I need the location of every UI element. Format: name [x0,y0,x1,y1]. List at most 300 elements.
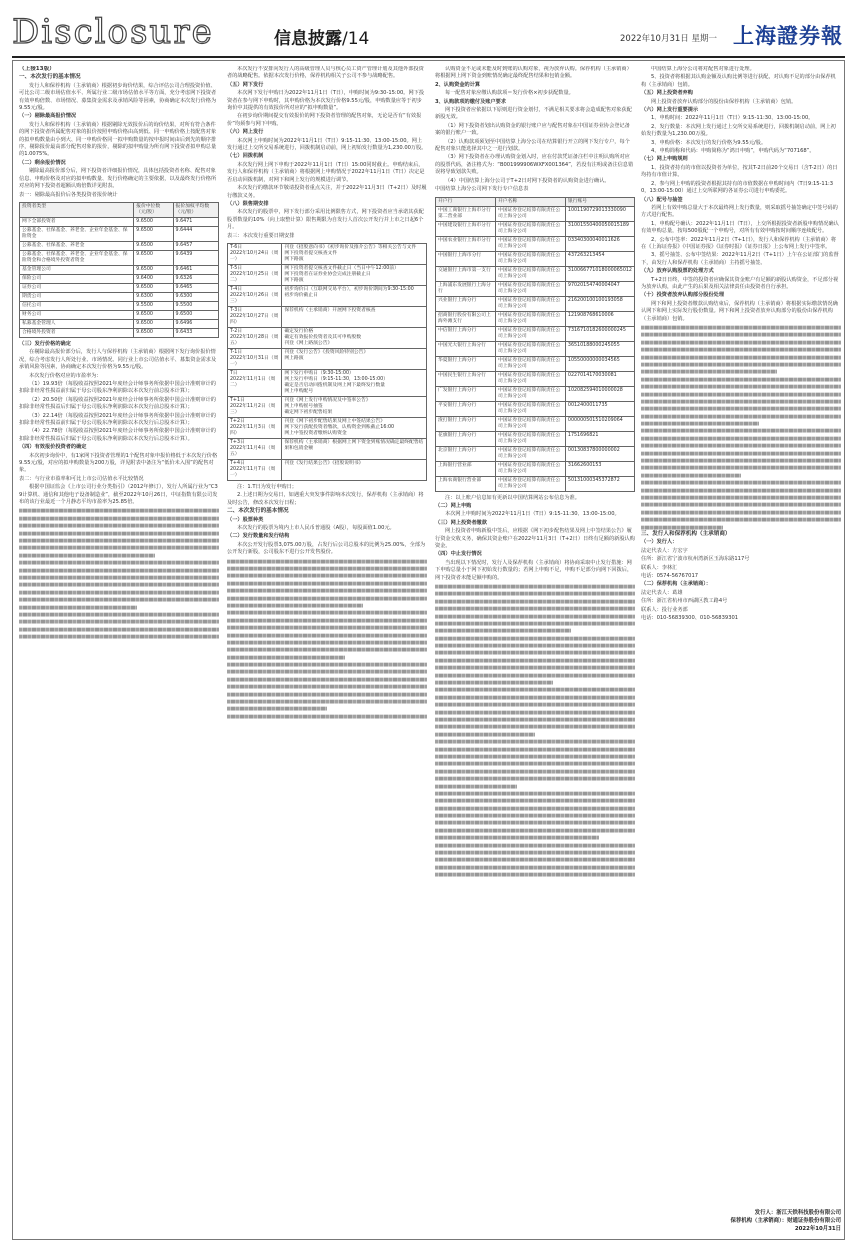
sponsor-contacts [641,590,841,623]
text-line [435,843,635,847]
bank-row [436,416,635,431]
paragraph: （2）20.50倍（每股收益按照2021年度经会计师事务所依据中国会计准则审计的扣除非经常性损益后归属于母公司股东净利润除以本次发行前总股本计算）； [19,396,216,411]
body-text-lines [19,507,219,640]
table-cell: 花旗银行上海分行 [436,431,496,446]
table-cell: 中国证券登记结算有限责任公司上海分公司 [495,281,565,296]
text-line [641,392,841,396]
paragraph: 本次网下发行申购日为2022年11月1日（T日），申购时间为9:30-15:00。网下投资者在参与网下申购时，其申购价格为本次发行价格9.55元/股，申购数量应等于初步询价中其提供的有效报价所对应的“拟申购数量”。 [227,90,425,112]
paragraph: 本次发行的股票为境内上市人民币普通股（A股），每股面值1.00元。 [237,524,395,531]
column-header: 报价加权平均数（元/股） [173,202,218,217]
heading: （三）发行价格的确定 [19,340,71,347]
text-line [435,710,635,714]
table-cell: 121908768610006 [565,311,634,326]
table-cell: 中国光大银行上海分行 [436,341,496,356]
text-line [641,326,841,330]
table-cell: 10550000000034565 [565,356,634,371]
contact-line: 住所：浙江省杭州市西湖区教工路4号 [641,598,728,605]
heading: （五）网下发行 [227,81,264,88]
text-line [641,451,841,455]
text-line [19,524,219,528]
contact-line: 电话：010-56839300、010-56839301 [641,615,739,621]
heading: （六）网上发行 [227,129,264,136]
heading: （八）配号与抽签 [641,196,683,203]
text-line [435,814,635,818]
heading: （十）投资者放弃认购部分股份处理 [641,292,725,299]
text-line [435,740,635,744]
text-line [641,503,841,507]
table-cell: 中国证券登记结算有限责任公司上海分公司 [495,206,565,221]
schedule-row [228,438,427,459]
paragraph: 认购资金不足或未能及时到账的认购对象，视为放弃认购。保荐机构（主承销商）将根据网上网下资金到账情况确定最终配售结果和包销金额。 [435,66,632,80]
text-line [19,546,219,550]
table-cell: 渣打银行上海分行 [436,416,496,431]
bank-account-table [435,197,635,492]
table-cell: 000000501510209064 [565,416,634,431]
table-cell: 50131000345372872 [565,476,634,491]
heading: 3、认购款项的缴付及账户要求 [435,98,507,105]
table-cell: T-4日 2022年10月26日（周三） [228,285,282,306]
text-line [19,516,219,520]
table-cell: 9.6300 [134,292,173,301]
table-cell: 刊登《发行结果公告》《招股说明书》 [282,459,427,480]
text-line [435,673,635,677]
column-header: 银行账号 [565,197,634,206]
contact-line: 联系人：投行业务部 [641,606,688,613]
table-row [20,250,219,265]
text-line [641,407,841,411]
table-cell: 216200100100193058 [565,296,634,311]
table-cell: 上海农商银行营业部 [436,476,496,491]
table-cell: 证券公司 [20,283,134,292]
body-text-lines [435,583,635,879]
table-cell: 中国证券登记结算有限责任公司上海分公司 [495,266,565,281]
table-cell: 9.6500 [134,226,173,241]
table-cell: 上海银行营业部 [436,461,496,476]
table-row [20,283,219,292]
text-line [227,574,427,578]
text-line [227,648,427,652]
paragraph: 当出现以下情况时，发行人及保荐机构（主承销商）将协商采取中止发行措施：网下申购总量小于网下初始发行数量的；若网上申购不足，申购不足部分向网下回拨后，网下投资者未能足额申购的。 [435,559,633,581]
paragraph: 本次网上申购时间为2022年11月1日（T日）9:15-11:30、13:00-15:00。 [445,511,620,518]
section-wordmark: Disclosure [12,12,214,52]
table-caption: 表三：本次发行重要日期安排 [227,232,295,239]
contact-line: 住所：浙江省宁波市杭州湾新区玉海东路117号 [641,556,750,563]
table-cell: 7316710182600000245 [565,326,634,341]
bank-row [436,371,635,386]
paragraph: 2、参与网上申购的投资者根据其持有的市值数据在申购时间内（T日9:15-11:30，13:00-15:00）通过上交所联网的各证券公司进行申购委托。 [641,180,834,195]
text-line [641,518,841,522]
table-cell: 招商银行股份有限公司上海外滩支行 [436,311,496,326]
bank-row [436,281,635,296]
text-line [435,629,571,633]
table-cell: 97020154740004047 [565,281,634,296]
table-cell: 期货公司 [20,292,134,301]
text-line [435,784,517,788]
contact-line: 电话：0574-56767017 [641,572,699,579]
table-cell: 9.6471 [173,217,218,226]
table-row [20,226,219,241]
text-line [641,473,741,477]
table-cell: 9.6461 [173,265,218,274]
table-note: 注：以上账户信息如有更新以中国结算网站公布信息为准。 [445,494,580,501]
text-line [227,589,427,593]
table-cell: 0227014170030081 [565,371,634,386]
paragraph: 中国结算上海分公司将对配售对象进行处理。 [651,66,755,72]
table-cell: 财务公司 [20,310,134,319]
text-line [19,635,219,639]
table-cell: 1001190729013330090 [565,206,634,221]
text-line [227,678,427,682]
text-line [435,792,635,796]
table-cell: T+1日 2022年11月2日（周三） [228,396,282,417]
text-line [435,836,599,840]
bank-row [436,266,635,281]
text-line [227,596,427,600]
column-1 [19,66,219,640]
paragraph: 网下和网上投资者缴款认购结束后，保荐机构（主承销商）将根据实际缴款情况确认网下和网上实际发行股份数量。网下和网上投资者放弃认购部分的股份由保荐机构（主承销商）包销。 [641,300,838,322]
heading: 一、本次发行的基本情况 [19,74,81,81]
heading: 三、发行人和保荐机构（主承销商） [641,530,731,537]
paragraph: 网上投资者放弃认购部分的股份由保荐机构（主承销商）包销。 [651,98,797,105]
table-cell: 中国建设银行上海市分行 [436,221,496,236]
table-cell: 上海浦东发展银行上海分行 [436,281,496,296]
table-cell: 9.6300 [173,292,218,301]
table-cell: 网下全部投资者 [20,217,134,226]
paragraph: 网上投资者申购新股中签后，应根据《网下初步配售结果及网上中签结果公告》履行资金交收义务，确保其资金账户在2022年11月3日（T+2日）日终有足额的新股认购资金。 [435,528,635,549]
table-cell: 保荐机构（主承销商）开展网下投资者核查 [282,306,427,327]
table-cell: 私募基金管理人 [20,319,134,328]
text-line [227,559,427,563]
continued-note: （上接13版） [19,66,55,72]
table-cell: 中国证券登记结算有限责任公司上海分公司 [495,431,565,446]
table-cell: 36510188000245055 [565,341,634,356]
table-caption: 表二：与行业市盈率和可比上市公司估值水平比较情况 [19,475,144,482]
text-line [641,422,759,426]
schedule-row [228,285,427,306]
table-cell: 中国证券登记结算有限责任公司上海分公司 [495,476,565,491]
text-line [435,865,635,869]
schedule-row [228,348,427,369]
heading: （六）网上发行重要提示 [641,107,699,114]
text-line [227,567,427,571]
schedule-row [228,243,427,264]
text-line [435,688,635,692]
table-cell: 0012400011735 [565,401,634,416]
table-cell: T-3日 2022年10月27日（周四） [228,306,282,327]
table-cell: 中国证券登记结算有限责任公司上海分公司 [495,371,565,386]
paragraph: （3）网下投资者在办理认购资金划入时，应在付款凭证备注栏中注明认购所对应的股票代码，备注格式为：“B001999906WXFX001364”，若没有注明或备注信息错误将导致划款失败。 [435,154,634,176]
table-cell: T-6日 2022年10月24日（周一） [228,243,282,264]
bank-row [436,206,635,221]
text-line [641,429,841,433]
bank-row [436,326,635,341]
text-line [641,370,777,374]
text-line [227,663,427,667]
text-line [641,466,841,470]
schedule-row [228,264,427,285]
text-line [435,829,635,833]
masthead-rule [12,56,845,58]
table-cell: 00130837800000002 [565,446,634,461]
table-cell: 中国证券登记结算有限责任公司上海分公司 [495,386,565,401]
text-line [227,692,427,696]
table-cell: 9.6326 [173,274,218,283]
table-cell: 9.6457 [173,241,218,250]
bank-row [436,446,635,461]
bank-row [436,386,635,401]
column-header: 开户名称 [495,197,565,206]
paragraph: （3）22.14倍（每股收益按照2021年度经会计师事务所依据中国会计准则审计的扣除非经常性损益前归属于母公司股东净利润除以本次发行后总股本计算）； [19,412,216,426]
table-cell: 31662600153 [565,461,634,476]
heading: （二）发行数量和发行结构 [227,533,290,540]
bank-row [436,401,635,416]
table-cell: 公募基金、社保基金、养老金、企业年金基金、保险资金 [20,226,134,241]
table-cell: T-5日 2022年10月25日（周二） [228,264,282,285]
table-row [20,274,219,283]
text-line [641,333,841,337]
table-row [20,310,219,319]
contact-line: 法定代表人：葛雄 [641,589,683,596]
issuer-heading: （一）发行人： [641,539,678,546]
text-line [19,509,219,513]
text-line [641,510,841,514]
table-cell: 9.6500 [134,283,173,292]
text-line [227,685,427,689]
text-line [641,525,723,529]
bank-row [436,476,635,491]
text-line [435,799,635,803]
text-line [435,585,635,589]
text-line [435,703,635,707]
text-line [435,622,635,626]
sponsor-signature: 保荐机构（主承销商）：财通证券股份有限公司 [730,1218,841,1224]
table-cell: 信托公司 [20,301,134,310]
text-line [435,732,535,736]
table-cell: 刊登《网下初步配售结果及网上中签结果公告》 网下发行获配投资者缴款，认购资金到账截止16:00 网上中签投资者缴纳认购资金 [282,417,427,438]
table-row [20,328,219,337]
table-cell: 中国证券登记结算有限责任公司上海分公司 [495,296,565,311]
table-cell: 中国农业银行上海市分行 [436,236,496,251]
paragraph: 本次公开发行股票3,075.00万股，占发行后公司总股本的比例为25.00%，全部为公开发行新股，公司股东不进行公开发售股份。 [227,541,426,556]
paragraph: 3、摇号抽签、公布中签结果：2022年11月2日（T+1日）上午在公证部门的监督下，由发行人和保荐机构（主承销商）主持摇号抽签。 [641,252,839,266]
paragraph: 2、发行数量：本次网上发行通过上交所交易系统进行，回拨机制启动前，网上初始发行数量为1,230.00万股。 [641,123,836,138]
table-cell: 中国证券登记结算有限责任公司上海分公司 [495,236,565,251]
table-cell: 中国证券登记结算有限责任公司上海分公司 [495,446,565,461]
table-cell: 公募基金、社保基金、养老金 [20,241,134,250]
heading: （九）放弃认购股票的处理方式 [641,268,714,275]
paragraph: （1）网下投资者划出认购资金的银行账户应与配售对象在中国证券业协会登记备案的银行账户一致。 [435,122,630,137]
paragraph: 每一配售对象应缴认购款项＝发行价格×初步获配数量。 [445,90,574,97]
heading: （八）限售期安排 [227,200,269,207]
table-cell: 中国证券登记结算有限责任公司上海分公司 [495,461,565,476]
table-header-row [20,202,219,217]
issue-date: 2022年10月31日 星期一 [620,34,717,44]
paragraph: （4）中国结算上海分公司于T+2日对网下投资者的认购资金进行确认。 [445,177,610,184]
sponsor-heading: （二）保荐机构（主承销商）： [641,581,712,588]
heading: 2、认购资金的计算 [435,81,481,88]
quote-stats-table [19,202,219,338]
paragraph: （4）22.78倍（每股收益按照2021年度经会计师事务所依据中国会计准则审计的扣除非经常性损益后归属于母公司股东净利润除以本次发行后总股本计算）。 [19,428,216,442]
table-cell: T-2日 2022年10月28日（周五） [228,327,282,348]
body-text-lines [227,558,427,721]
text-line [435,592,635,596]
table-cell: 基金管理公司 [20,265,134,274]
issuer-signature: 发行人：浙江天铁科技股份有限公司 [754,1210,841,1216]
text-line [641,437,841,441]
table-caption: 表一：剔除最高报价后各类投资者报价统计 [19,191,118,198]
paragraph: 根据中国证监会《上市公司行业分类指引》（2012年修订），发行人所属行业为“C39计算机、通信和其他电子设备制造业”，截至2022年10月26日，中证指数有限公司发布的该行业最近一个月静态平均市盈率为25.85倍。 [19,484,218,506]
newspaper-logo: 上海證券報 [733,23,843,48]
table-cell: 确定发行价格 确定有效报价投资者及其可申购股数 刊登《网上路演公告》 [282,327,427,348]
paragraph: 剔除最高报价部分后，网下投资者详细报价情况，具体包括投资者名称、配售对象信息、申购价格及对应的拟申购数量、发行价格确定的主要依据，以及最终发行价格所对应的网下投资者超额认购倍数详见附表。 [19,168,217,190]
table-cell: T-1日 2022年10月31日（周一） [228,348,282,369]
table-cell: 兴业银行上海分行 [436,296,496,311]
table-cell: 9.6465 [173,283,218,292]
paragraph: 网下投资者应依据以下原则进行资金划付，不满足相关要求将会造成配售对象获配新股无效。 [435,107,632,121]
table-cell: 9.6400 [134,274,173,283]
table-cell: 102082594010000028 [565,386,634,401]
column-2 [227,66,427,720]
table-cell: 刊登《招股意向书》《初步询价及推介公告》等相关公告与文件 网下投资者提交核查文件 网下路演 [282,243,427,264]
table-cell: 9.6500 [134,319,173,328]
table-cell: 中国证券登记结算有限责任公司上海分公司 [495,326,565,341]
table-cell: 9.6439 [173,250,218,265]
bank-row [436,251,635,266]
bank-row [436,461,635,476]
paragraph: 4、申购简称和代码：申购简称为“鸿日申购”，申购代码为“707168”。 [651,148,815,155]
table-note: 2.上述日期为交易日，如遇重大突发事件影响本次发行，保荐机构（主承销商）将及时公告，修改本次发行日程； [227,492,424,506]
table-cell: 中国证券登记结算有限责任公司上海分公司 [495,416,565,431]
table-cell: 437263213454 [565,251,634,266]
table-cell: 9.5500 [173,301,218,310]
text-line [641,496,841,500]
table-cell: 9.6444 [173,226,218,241]
table-cell: 9.6500 [134,241,173,250]
text-line [227,707,327,711]
schedule-row [228,369,427,396]
table-note: 注：1.T日为发行申购日； [237,483,297,490]
table-cell: 中国证券登记结算有限责任公司上海分公司 [495,311,565,326]
text-line [227,633,427,637]
paragraph: 1、申购配号确认：2022年11月1日（T日），上交所根据投资者新股申购情况确认有效申购总量，按每500股配一个申购号，对所有有效申购按时间顺序连续配号。 [641,220,839,235]
bank-row [436,236,635,251]
table-cell: 保荐机构（主承销商）根据网上网下资金到账情况确定最终配售结果和包销金额 [282,438,427,459]
table-cell: 网下发行申购日（9:30-15:00） 网上发行申购日（9:15-11:30，13:00-15:00） 确定是否启动回拨机制及网上网下最终发行数量 网上申购配号 [282,369,427,396]
heading: （二）剩余报价情况 [19,159,66,166]
text-line [19,561,219,565]
table-cell: 广发银行上海分行 [436,386,496,401]
table-cell: 31001550400050015189 [565,221,634,236]
paragraph: 本次发行网上网下申购于2022年11月1日（T日）15:00同时截止。申购结束后，发行人和保荐机构（主承销商）将根据网上申购情况于2022年11月1日（T日）决定是否启动回拨机制，对网下和网上发行的规模进行调节。 [227,161,425,183]
table-cell: 310066771018000065012 [565,266,634,281]
schedule-row [228,459,427,480]
bank-row [436,296,635,311]
table-cell: 9.6500 [134,265,173,274]
text-line [435,659,635,663]
text-line [227,626,427,630]
table-cell: 保险公司 [20,274,134,283]
contact-line: 法定代表人：方宏宇 [641,547,688,554]
table-cell: 中信银行上海分行 [436,326,496,341]
bank-row [436,341,635,356]
text-line [435,681,553,685]
text-line [435,607,635,611]
text-line [641,400,841,404]
table-cell: 刊登《网上发行申购情况及中签率公告》 网上申购摇号抽签 确定网下初步配售结果 [282,396,427,417]
bank-row [436,221,635,236]
column-header: 开户行 [436,197,496,206]
table-cell: 9.6500 [173,310,218,319]
paragraph: 在剔除最高报价部分后，发行人与保荐机构（主承销商）根据网下发行询价报价情况，综合考虑发行人所处行业、市场情况、同行业上市公司估值水平、募集资金需求及承销风险等因素，协商确定本次发行价格为9.55元/股。 [19,349,217,371]
heading: （七）网上申购规则 [641,156,688,163]
table-row [20,265,219,274]
table-cell: 中国证券登记结算有限责任公司上海分公司 [495,341,565,356]
text-line [435,769,635,773]
text-line [227,700,427,704]
table-row [20,292,219,301]
bank-row [436,356,635,371]
table-cell: 合格境外投资者 [20,328,134,337]
heading: （四）中止发行情况 [435,551,482,558]
column-3 [435,66,635,879]
text-line [19,620,219,624]
table-cell: 中国工商银行上海市分行第二营业部 [436,206,496,221]
signature-block [629,1209,841,1233]
table-cell: 03340300040011626 [565,236,634,251]
text-line [641,414,841,418]
table-cell: 9.5500 [134,301,173,310]
table-cell: T日 2022年11月1日（周二） [228,369,282,396]
text-line [641,385,841,389]
text-line [227,670,427,674]
text-line [227,611,427,615]
text-line [19,576,219,580]
heading: （五）网上投资者弃购 [641,90,693,97]
text-line [227,714,427,718]
text-line [227,655,345,659]
text-line [19,583,219,587]
text-line [641,481,841,485]
table-cell: 刊登《发行公告》《投资风险特别公告》 网上路演 [282,348,427,369]
heading: （七）回拨机制 [227,153,264,160]
paragraph: 本次发行价格对应的市盈率为： [29,372,102,379]
paragraph: 本次发行的股票中，网下发行部分采用比例限售方式，网下投资者应当承诺其获配股票数量的10%（向上取整计算）限售期限为自发行人首次公开发行并上市之日起6个月。 [227,209,424,231]
issuer-contacts [641,548,841,581]
table-cell: 中国证券登记结算有限责任公司上海分公司 [495,221,565,236]
text-line [435,755,635,759]
text-line [435,725,635,729]
heading: （三）网上投资者缴款 [435,519,487,526]
table-cell: 中国证券登记结算有限责任公司上海分公司 [495,356,565,371]
paragraph: T+2日日终，中签的投资者应确保其资金账户有足额的新股认购资金，不足部分视为放弃认购，由此产生的后果及相关法律责任由投资者自行承担。 [641,276,839,290]
page-number: /14 [342,29,370,49]
text-line [435,666,635,670]
text-line [435,718,635,722]
paragraph: 3、申购价格：本次发行的发行价格为9.55元/股。 [651,139,767,146]
text-line [19,605,137,609]
column-header: 投资者类型 [20,202,134,217]
text-line [19,613,219,617]
table-cell: 9.6500 [134,328,173,337]
text-line [641,340,841,344]
table-cell: 华夏银行上海分行 [436,356,496,371]
paragraph: 2、公布中签率：2022年11月2日（T+1日），发行人和保荐机构（主承销商）将在《上海证券报》《中国证券报》《证券时报》《证券日报》上公布网上发行中签率。 [641,236,837,250]
table-caption: 中国结算上海分公司网下发行专户信息表 [435,186,529,193]
text-line [435,873,635,877]
text-line [227,604,363,608]
schedule-row [228,306,427,327]
text-line [435,651,635,655]
